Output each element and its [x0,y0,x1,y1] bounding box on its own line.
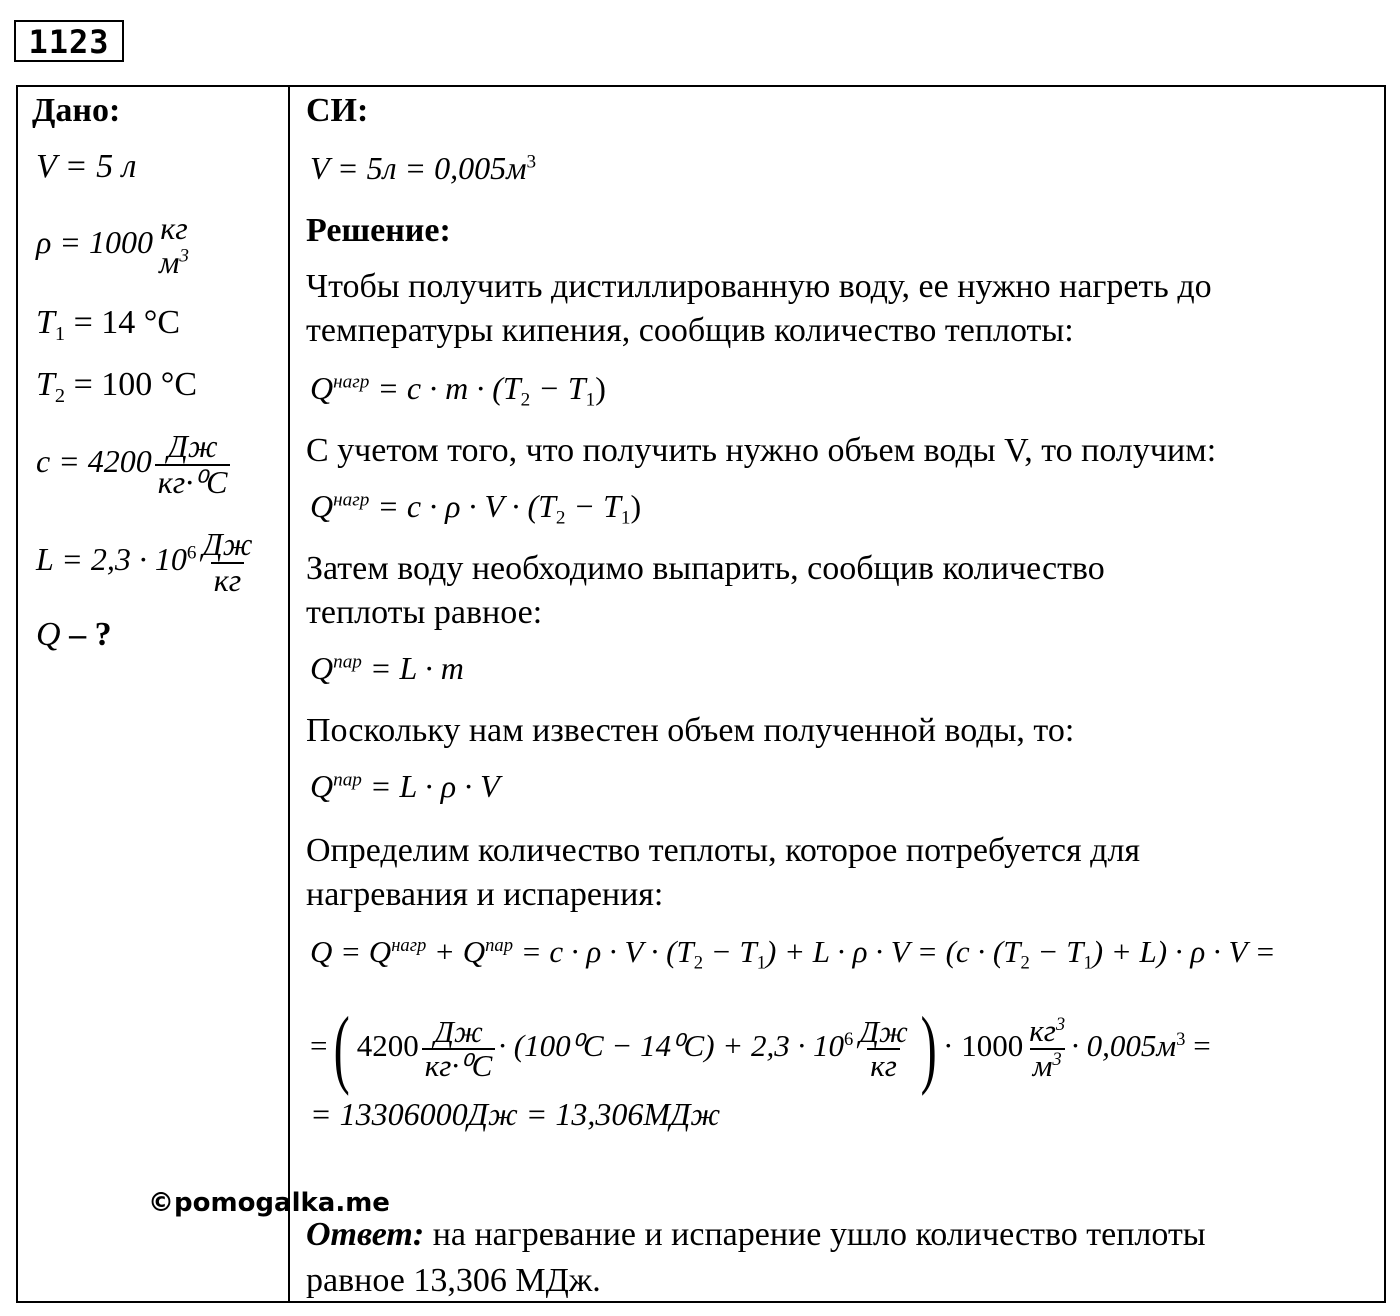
formula-total-d: − T [703,934,757,969]
answer-text1: на нагревание и испарение ушло количество теплоты [424,1216,1206,1253]
formula-substitution [310,990,1211,1098]
formula-total-s1a: 1 [756,952,766,974]
watermark: ©pomogalka.me [148,1188,390,1218]
formula-substitution-frac3-den [1030,1048,1065,1083]
formula-substitution-frac3-num-text: кг [1029,1013,1056,1049]
given-specific-heat-unit [155,430,231,499]
formula-substitution-frac2-num: Дж [859,1013,908,1049]
formula-substitution-frac2 [856,1013,911,1084]
formula-total-g: ) + L) · ρ · V = [1092,934,1276,969]
formula-total-sup1: нагр [391,934,427,956]
formula-substitution-a: 4200 [356,1028,419,1064]
formula-heating-mid: − T [530,370,586,406]
given-density-lhs: ρ = 1000 [36,223,153,260]
given-density-unit-exp: 3 [179,245,189,267]
column-divider [288,85,290,1303]
formula-substitution-eq: = [310,1028,328,1064]
solution-para4: Поскольку нам известен объем полученной воды, то: [306,712,1075,749]
given-t1-sub: 1 [54,323,66,346]
solution-para1-line2: температуры кипения, сообщив количество теплоты: [306,312,1074,349]
formula-vaporization [310,650,464,687]
formula-heating [310,370,606,412]
formula-heating-volume-rest: = c · ρ · V · (T [369,488,556,524]
problem-number: 1123 [14,20,124,62]
formula-substitution-frac3-exp-top: 3 [1055,1014,1066,1036]
answer-line1 [306,1216,1206,1254]
solution-para3-line2: теплоты равное: [306,594,543,631]
given-t1-value: = 14 °C [65,304,181,341]
given-t2-var: T [36,366,55,403]
formula-substitution-frac3-den-text: м [1032,1048,1053,1084]
given-latent-heat-num: Дж [202,526,253,562]
given-volume [36,148,136,186]
given-specific-heat-lhs: c = 4200 [36,442,152,479]
formula-total-b: + Q [426,934,486,969]
formula-total-s2b: 2 [1020,952,1030,974]
formula-substitution-d-exp: 3 [1176,1029,1186,1050]
formula-total-sup2: пар [485,934,513,956]
formula-substitution-d: · 0,005м [1071,1028,1177,1064]
formula-heating-q: Q [310,370,334,406]
solution-para5-line2: нагревания и испарения: [306,876,664,913]
si-volume-text: V = 5л = 0,005м [310,150,527,186]
given-density [36,212,195,279]
formula-heating-volume-sub2: 2 [555,507,566,529]
formula-total-f: − T [1029,934,1084,969]
si-header: СИ: [306,92,369,129]
formula-vaporization-volume [310,768,500,805]
solution-para1-line1: Чтобы получить дистиллированную воду, ее нужно нагреть до [306,268,1212,305]
answer-label: Ответ: [306,1216,425,1253]
formula-total-c: = c · ρ · V · (T [512,934,694,969]
given-specific-heat-num: Дж [167,428,218,464]
solution-para3-line1: Затем воду необходимо выпарить, сообщив количество [306,550,1105,587]
formula-substitution-b: · (100⁰C − 14⁰C) + 2,3 · 10 [498,1028,844,1064]
big-close-paren: ) [920,1000,937,1098]
given-header: Дано: [32,92,121,129]
formula-vaporization-q: Q [310,650,334,686]
formula-result [310,1096,720,1133]
given-density-unit [156,212,192,279]
formula-heating-end: ) [595,370,606,406]
formula-vaporization-rest: = L · m [361,650,464,686]
formula-heating-sub1: 1 [585,389,596,411]
given-t1 [36,304,180,346]
given-latent-heat-den: кг [211,562,244,598]
solution-para5-line1: Определим количество теплоты, которое потребуется для [306,832,1141,869]
given-find-var: Q [36,616,61,653]
formula-heating-sup: нагр [333,371,370,393]
formula-heating-volume-end: ) [630,488,642,524]
given-density-unit-num: кг [160,210,188,246]
si-volume-exp: 3 [526,151,537,173]
given-latent-heat [36,528,259,597]
formula-total-s2a: 2 [693,952,704,974]
given-find [36,616,112,654]
formula-substitution-frac1 [422,1013,495,1084]
formula-total [310,934,1276,975]
formula-vaporization-volume-sup: пар [333,769,362,791]
formula-heating-volume-mid: − T [565,488,621,524]
formula-result-text: = 13306000Дж = 13,306МДж [310,1096,721,1132]
formula-vaporization-volume-rest: = L · ρ · V [361,768,500,804]
given-latent-heat-unit [199,528,255,597]
given-t1-var: T [36,304,55,341]
formula-substitution-frac1-den: кг·⁰C [422,1048,495,1083]
given-find-rest: – ? [60,616,112,653]
formula-heating-volume-q: Q [310,488,334,524]
formula-substitution-frac2-den: кг [867,1048,900,1083]
formula-total-a: Q = Q [310,934,392,969]
formula-substitution-frac1-num: Дж [434,1013,483,1049]
formula-substitution-frac3 [1026,1015,1068,1082]
formula-substitution-exp: 6 [843,1029,854,1050]
given-density-unit-den [156,243,192,280]
given-density-unit-den-text: м [158,243,180,280]
formula-total-s1b: 1 [1083,952,1093,974]
formula-heating-rest: = c · m · (T [369,370,521,406]
formula-heating-volume-sup: нагр [333,489,370,511]
answer-line2: равное 13,306 МДж. [306,1262,601,1299]
formula-substitution-c: · 1000 [943,1028,1024,1064]
formula-vaporization-sup: пар [333,651,362,673]
si-volume [310,150,536,187]
big-open-paren: ( [334,1000,351,1098]
formula-vaporization-volume-q: Q [310,768,334,804]
formula-heating-volume-sub1: 1 [620,507,631,529]
given-latent-heat-exp: 6 [186,542,197,564]
formula-heating-volume [310,488,641,530]
given-t2 [36,366,197,408]
formula-total-e: ) + L · ρ · V = (c · (T [766,934,1021,969]
given-t2-sub: 2 [54,385,66,408]
given-specific-heat [36,430,233,499]
formula-substitution-frac3-exp: 3 [1052,1049,1062,1071]
formula-substitution-frac3-num [1026,1015,1068,1048]
given-t2-value: = 100 °C [65,366,198,403]
solution-para2: С учетом того, что получить нужно объем воды V, то получим: [306,432,1217,469]
given-latent-heat-lhs: L = 2,3 · 10 [36,540,187,577]
given-volume-text: V = 5 л [36,148,137,185]
formula-substitution-end: = [1185,1028,1211,1064]
given-specific-heat-den: кг·⁰C [155,464,231,500]
solution-header: Решение: [306,212,451,249]
formula-heating-sub2: 2 [520,389,531,411]
